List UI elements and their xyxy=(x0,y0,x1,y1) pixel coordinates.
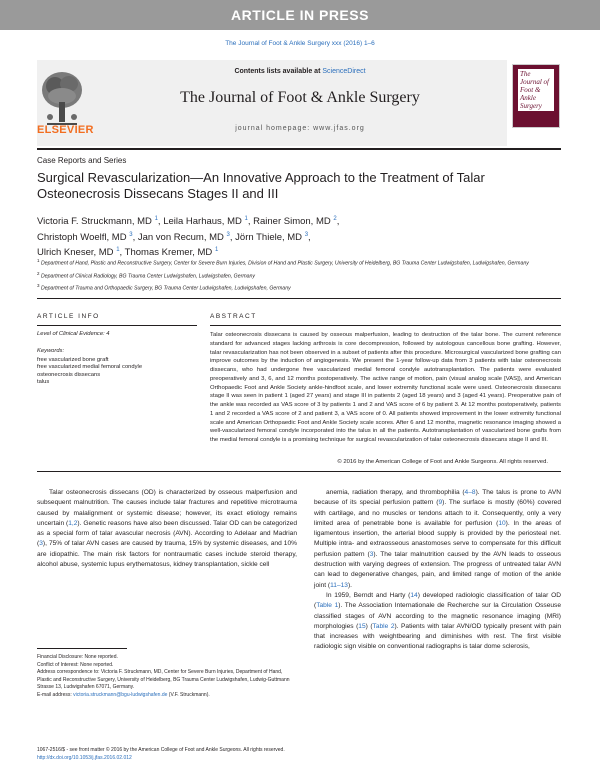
body-text: ). In the areas of ligamentous insertion, the arterial blood supply is provided by the periosteal net. Multiple intra- and extraosseous anastomoses serve to compensate for this difficult perfusion pattern ( xyxy=(314,519,561,558)
article-info-heading: ARTICLE INFO xyxy=(37,313,100,320)
footnote-rule xyxy=(37,648,127,649)
body-text: ) ( xyxy=(365,622,373,630)
author-affiliation-marker[interactable]: 1 xyxy=(244,216,248,222)
article-info-rule xyxy=(37,325,197,326)
body-text: ). Genetic reasons have also been discussed. Talar OD can be categorized as a special form of talar avascular necrosis (AVN). According to Adelaar and Madrian ( xyxy=(37,519,297,548)
author-separator: , xyxy=(336,216,340,228)
reference-link[interactable]: 4–8 xyxy=(464,489,476,496)
author-affiliation-marker[interactable]: 2 xyxy=(333,216,337,222)
email-suffix: (V.F. Struckmann). xyxy=(167,691,210,698)
body-text: ). The surface is mostly (60%) covered with cartilage, and no muscles or tendons attach to it. Consequently, only a very limited area of penetrable bone is available for perfusion ( xyxy=(314,499,561,527)
conflict-of-interest: Conflict of Interest: None reported. xyxy=(37,661,114,668)
keyword-item: talus xyxy=(37,379,50,386)
body-text: ), 75% of talar AVN cases are caused by trauma, 15% by systemic diseases, and 10% are idiopathic. The main risk factors for nontraumatic cases include steroid therapy, alcohol abuse, systemic lupus erythematosus, kidney transplantation, sickle cell xyxy=(37,540,297,569)
author-affiliation-marker[interactable]: 3 xyxy=(226,231,230,238)
body-text: ). The talus is prone to AVN because of its special perfusion pattern ( xyxy=(314,489,561,507)
reference-link[interactable]: 3 xyxy=(369,550,374,558)
author-name: Jan von Recum, MD xyxy=(137,231,224,243)
email-label: E-mail address: xyxy=(37,691,74,698)
article-in-press-banner: ARTICLE IN PRESS xyxy=(0,0,600,30)
reference-link[interactable]: 1,2 xyxy=(68,519,78,527)
body-text: anemia, radiation therapy, and thrombophilia ( xyxy=(326,489,465,496)
author-name: Victoria F. Struckmann, MD xyxy=(37,216,152,228)
affiliation-item xyxy=(37,269,557,282)
author-separator: , xyxy=(157,216,164,228)
author-name: Thomas Kremer, MD xyxy=(124,247,213,259)
doi-link[interactable]: http://dx.doi.org/10.1053/j.jfas.2016.02.012 xyxy=(37,754,132,761)
evidence-level: Level of Clinical Evidence: 4 xyxy=(37,331,110,337)
author-name: Christoph Woelfl, MD xyxy=(37,231,127,243)
keyword-list xyxy=(37,357,142,387)
affiliation-item xyxy=(37,281,557,294)
journal-citation-line[interactable]: The Journal of Foot & Ankle Surgery xxx (2016) 1–6 xyxy=(225,40,375,47)
affiliation-marker: 2 xyxy=(37,270,40,276)
body-text: ). The talar malnutrition caused by the AVN leads to osseous destruction with varying degrees of extension. The progress of untreated talar AVN can lead to degenerative changes, pain, and limited range of motion of the ankle joint ( xyxy=(314,550,561,589)
body-left-column xyxy=(37,488,297,570)
author-separator: , xyxy=(308,231,311,243)
reference-link[interactable]: 14 xyxy=(410,591,418,599)
affiliation-text: Department of Hand, Plastic and Reconstructive Surgery, Center for Severe Burn Injuries, Division of Hand and Plastic Surgery, University of Heidelberg, BG Trauma Center Ludwigshafen, Ludwigshafen, Germany xyxy=(40,260,529,267)
keywords-label: Keywords: xyxy=(37,348,65,354)
author-affiliation-marker[interactable]: 3 xyxy=(304,231,309,238)
keyword-item: free vascularized bone graft xyxy=(37,357,109,363)
author-separator: , xyxy=(229,231,236,243)
body-paragraph xyxy=(314,591,561,653)
contents-prefix: Contents lists available at xyxy=(234,68,323,75)
author-name: Jörn Thiele, MD xyxy=(235,231,303,243)
affiliation-text: Department of Clinical Radiology, BG Trauma Center Ludwigshafen, Ludwigshafen, Germany xyxy=(40,273,256,280)
email-line xyxy=(37,692,297,700)
footnotes xyxy=(37,654,297,700)
author-separator: , xyxy=(132,231,138,243)
homepage-prefix: journal homepage: xyxy=(235,125,314,132)
body-text: ). xyxy=(347,581,353,589)
affiliation-list xyxy=(37,256,557,294)
body-right-column xyxy=(314,488,561,653)
affiliation-marker: 1 xyxy=(37,258,40,263)
abstract-bottom-rule xyxy=(37,471,561,472)
homepage-link[interactable]: www.jfas.org xyxy=(313,125,365,132)
reference-link[interactable]: Table 2 xyxy=(372,622,395,630)
reference-link[interactable]: 10 xyxy=(498,519,506,527)
affiliation-text: Department of Trauma and Orthopaedic Surgery, BG Trauma Center Ludwigshafen, Ludwigshafen, Germany xyxy=(40,286,291,293)
keyword-item: osteonecrosis dissecans xyxy=(37,371,101,378)
author-name: Ulrich Kneser, MD xyxy=(37,247,114,259)
body-paragraph xyxy=(314,488,561,591)
abstract-text: Talar osteonecrosis dissecans is caused by osseous malperfusion, leading to destruction of the talar bone. The current reference standard for advanced stages lacking arthrosis is core decompression, followed by autologous cancellous bone grafting. However, talar revascularization has not been observed in a subset of patients after this procedure. Microsurgical vascularized bone grafting can improve outcomes by the induction of angiogenesis. We present the 1-year follow-up data from 3 patients with talar osteonecrosis dissecans, who had undergone free vascularized medial femoral condyle autotransplantation. The patients were evaluated preoperatively and 3, 6, and 12 months postoperatively. The active range of motion, pain (visual analog scale [VAS]), and American Orthopaedic Foot and Ankle Society ankle-hindfoot scale, and lower extremity functional scale were used. Osteonecrosis dissecans stage II was seen in patient 1 (aged 27 years) and stage III in patients 2 (aged 18 years) and 3 (aged 41 years). Preoperative pain of the ankle was recorded as VAS score of 3 by patients 1 and 2 and VAS score of 6 by patient 3. At 12 months postoperatively, patients 1 and 2 recorded a VAS score of 2 and patient 3, a VAS score of 0. All patients showed improvement in the lower extremity functional scale and American Orthopaedic Foot and Ankle Society scale scores. After 6 and 12 months, magnetic resonance imaging showed a well-vascularized femoral condyle incorporated into the talus in all the patients. Autotransplantation of vascularized bone grafts from the medial femoral condyle is a promising technique for surgical revascularization of talar osteonecrosis dissecans stage II and III. xyxy=(210,332,561,443)
abstract-copyright: © 2016 by the American College of Foot and Ankle Surgeons. All rights reserved. xyxy=(337,459,548,465)
reference-link[interactable]: 9 xyxy=(438,499,443,507)
abstract-heading: ABSTRACT xyxy=(210,313,257,320)
journal-cover-title: The Journal of Foot & Ankle Surgery xyxy=(518,69,554,111)
sciencedirect-link[interactable]: ScienceDirect xyxy=(322,68,366,75)
email-link[interactable]: victoria.struckmann@bgu-ludwigshafen.de xyxy=(73,691,168,698)
affiliation-rule xyxy=(37,298,561,299)
journal-title: The Journal of Foot & Ankle Surgery xyxy=(180,89,420,106)
body-text: ). The Association Internationale de Recherche sur la Circulation Osseuse classified stages of AVN according to the magnetic resonance imaging (MRI) morphologies ( xyxy=(314,602,561,630)
issn-doi-block xyxy=(37,747,357,762)
keyword-item: free vascularized medial femoral condyle xyxy=(37,364,143,371)
header-rule xyxy=(37,148,561,150)
reference-link[interactable]: 11–13 xyxy=(330,581,348,589)
issn-line: 1067-2516/$ - see front matter © 2016 by the American College of Foot and Ankle Surgeons. All rights reserved. xyxy=(37,747,285,753)
correspondence-address: Address correspondence to: Victoria F. Struckmann, MD, Center for Severe Burn Injuries, Department of Hand, Plastic and Reconstructive Surgery, University of Heidelberg, BG Trauma Center Ludwigshafen, Ludwig-Guttmann Strasse 13, Ludwigshafen 67071, Germany. xyxy=(37,669,290,691)
body-text: ). Patients with talar AVN/OD typically present with pain that increases with weightbearing and diminishes with rest. The first visible radiologic sign visible on conventional radiographs is talar dome sclerosis, xyxy=(314,622,561,651)
financial-disclosure: Financial Disclosure: None reported. xyxy=(37,654,118,660)
author-separator: , xyxy=(247,216,254,228)
contents-available-line xyxy=(0,68,600,75)
article-title: Surgical Revascularization—An Innovative Approach to the Treatment of Talar Osteonecrosis Dissecans Stages II and III xyxy=(37,170,485,201)
author-separator: , xyxy=(119,247,125,259)
author-name: Rainer Simon, MD xyxy=(253,216,331,228)
body-text: ) developed radiologic classification of talar OD ( xyxy=(314,591,561,610)
publisher-name: ELSEVIER xyxy=(37,124,94,136)
author-list xyxy=(37,213,557,260)
reference-link[interactable]: 15 xyxy=(358,622,366,630)
author-affiliation-marker[interactable]: 1 xyxy=(154,216,158,222)
journal-cover-thumbnail xyxy=(512,64,560,128)
affiliation-item xyxy=(37,256,557,269)
journal-homepage-line xyxy=(0,125,600,132)
author-name: Leila Harhaus, MD xyxy=(163,216,242,228)
body-text: Talar osteonecrosis dissecans (OD) is characterized by osseous malperfusion and subsequent malnutrition. The causes include talar fractures and repetitive microtrauma caused by malalignment or systemic disease; however, its exact etiology remains uncertain ( xyxy=(37,489,297,527)
author-affiliation-marker[interactable]: 3 xyxy=(129,231,133,238)
article-section-label: Case Reports and Series xyxy=(37,156,127,165)
reference-link[interactable]: 3 xyxy=(39,540,43,548)
affiliation-marker: 3 xyxy=(37,283,40,289)
reference-link[interactable]: Table 1 xyxy=(316,602,339,610)
author-affiliation-marker[interactable]: 1 xyxy=(116,247,120,254)
body-paragraph xyxy=(37,488,297,570)
author-affiliation-marker[interactable]: 1 xyxy=(214,247,219,254)
body-text: In 1959, Berndt and Harty ( xyxy=(326,591,411,599)
abstract-rule xyxy=(210,325,561,326)
